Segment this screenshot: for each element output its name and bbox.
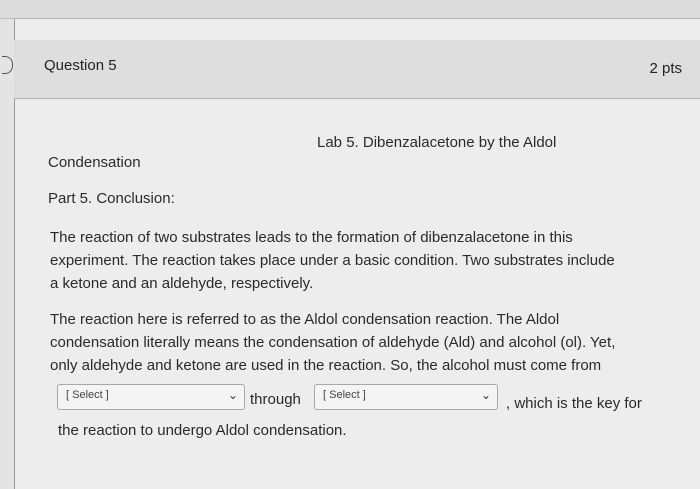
lab-heading-line1: Lab 5. Dibenzalacetone by the Aldol <box>317 134 557 151</box>
top-strip <box>0 0 700 19</box>
paragraph-1-line: The reaction of two substrates leads to the formation of dibenzalacetone in this <box>50 229 573 246</box>
paragraph-2-line: only aldehyde and ketone are used in the reaction. So, the alcohol must come from <box>50 357 602 374</box>
question-header <box>14 40 700 99</box>
lab-heading-line2: Condensation <box>48 154 141 171</box>
question-title: Question 5 <box>44 57 117 74</box>
paragraph-1-line: experiment. The reaction takes place under a basic condition. Two substrates include <box>50 252 615 269</box>
part-label: Part 5. Conclusion: <box>48 190 175 207</box>
answer-select-2[interactable] <box>314 384 498 410</box>
after-selects-text: , which is the key for <box>506 395 642 412</box>
collapse-marker-icon <box>2 56 13 74</box>
chevron-down-icon: ⌄ <box>480 388 491 402</box>
select-2-value: [ Select ] <box>323 389 366 401</box>
paragraph-2-line: condensation literally means the condensation of aldehyde (Ald) and alcohol (ol). Yet, <box>50 334 616 351</box>
paragraph-2 <box>50 308 670 377</box>
paragraph-2-line: The reaction here is referred to as the Aldol condensation reaction. The Aldol <box>50 311 560 328</box>
paragraph-1 <box>50 226 670 295</box>
question-points: 2 pts <box>649 60 682 77</box>
chevron-down-icon: ⌄ <box>227 388 238 402</box>
between-selects-text: through <box>250 391 301 408</box>
select-1-value: [ Select ] <box>66 389 109 401</box>
final-line: the reaction to undergo Aldol condensation. <box>58 422 347 439</box>
answer-select-1[interactable] <box>57 384 245 410</box>
paragraph-1-line: a ketone and an aldehyde, respectively. <box>50 275 314 292</box>
